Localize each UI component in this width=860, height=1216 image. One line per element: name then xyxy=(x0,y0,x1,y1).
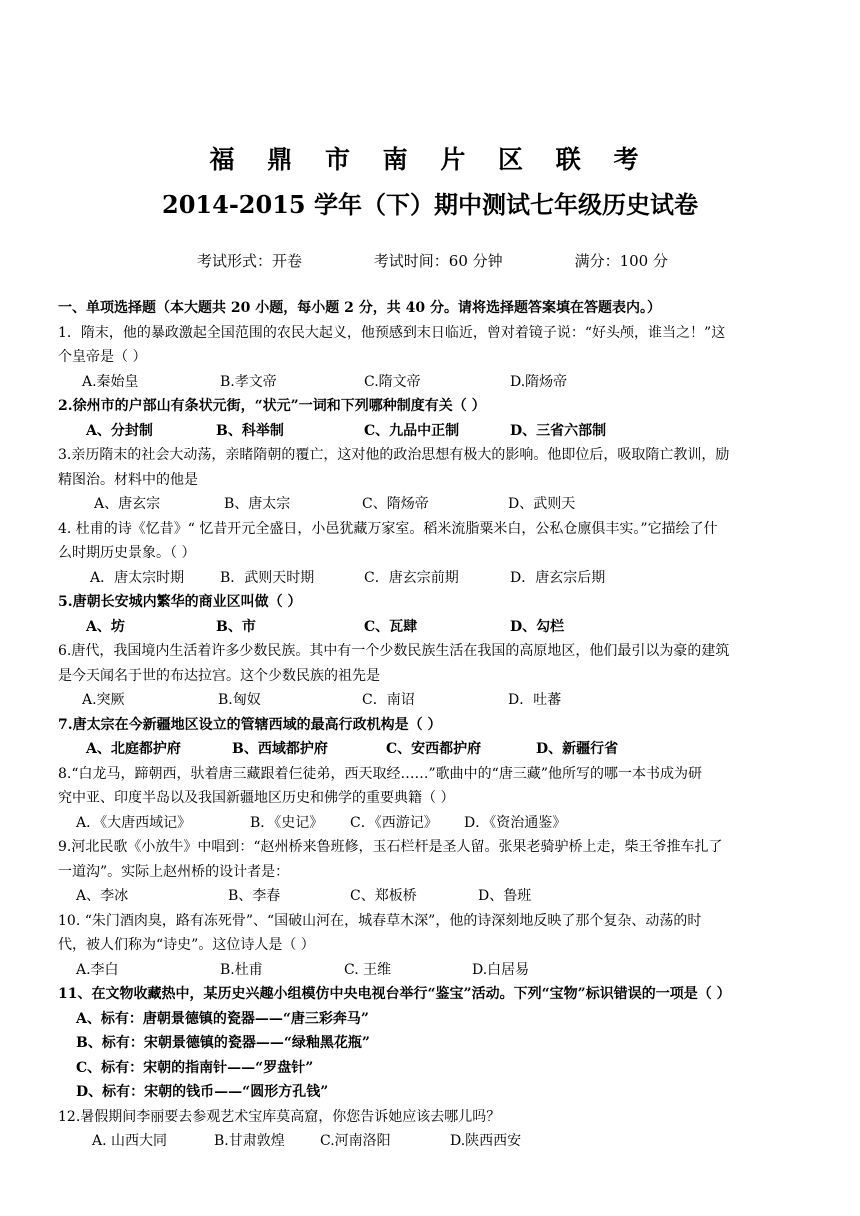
option-a: A、分封制 xyxy=(86,422,153,439)
question-10 xyxy=(58,909,808,983)
question-6 xyxy=(58,639,808,713)
question-3 xyxy=(58,443,808,517)
question-text: 2.徐州市的户部山有条状元街，“状元”一词和下列哪种制度有关（ ） xyxy=(58,398,486,414)
question-text: 8.“白龙马，蹄朝西，驮着唐三藏跟着仨徒弟，西天取经……”歌曲中的“唐三藏”他所写的哪一本书成为研 xyxy=(58,765,702,782)
question-options xyxy=(58,370,808,395)
option-c: C.河南洛阳 xyxy=(320,1133,391,1149)
question-1 xyxy=(58,321,808,395)
option-a: A. 山西大同 xyxy=(92,1133,168,1149)
question-text: 5.唐朝长安城内繁华的商业区叫做（ ） xyxy=(58,594,302,610)
option-d: D．唐玄宗后期 xyxy=(510,569,606,586)
list-item: C、标有：宋朝的指南针——“罗盘针” xyxy=(76,1059,314,1076)
question-text: 代，被人们称为“诗史”。这位诗人是（ ） xyxy=(58,937,315,953)
option-d: D、新疆行省 xyxy=(536,741,619,757)
question-text: 个皇帝是（ ） xyxy=(58,349,147,365)
question-9 xyxy=(58,835,808,909)
question-5 xyxy=(58,590,808,639)
question-text: 9.河北民歌《小放牛》中唱到：“赵州桥来鲁班修，玉石栏杆是圣人留。张果老骑驴桥上走，柴王爷推车扎了 xyxy=(58,839,723,855)
option-c: C、九品中正制 xyxy=(364,422,460,439)
exam-time: 考试时间：60 分钟 xyxy=(373,252,503,270)
question-text: 10. “朱门酒肉臭，路有冻死骨”、“国破山河在，城春草木深”，他的诗深刻地反映了那个复杂、动荡的时 xyxy=(58,912,702,929)
option-b: B、市 xyxy=(216,618,256,635)
question-text: 12.暑假期间李丽要去参观艺术宝库莫高窟，你您告诉她应该去哪儿吗？ xyxy=(58,1108,501,1125)
question-12 xyxy=(58,1105,808,1154)
option-a: A.秦始皇 xyxy=(82,373,139,390)
option-d: D.白居易 xyxy=(472,961,530,978)
question-options xyxy=(58,811,808,836)
exam-info xyxy=(197,250,668,271)
option-d: D、鲁班 xyxy=(478,888,532,904)
question-text: 么时期历史景象。（ ） xyxy=(58,545,196,561)
option-a: A．唐太宗时期 xyxy=(90,569,185,586)
option-b: B.孝文帝 xyxy=(220,373,277,390)
question-options xyxy=(58,1129,808,1154)
question-7 xyxy=(58,713,808,762)
question-text: 1．隋末，他的暴政激起全国范围的农民大起义，他预感到末日临近，曾对着镜子说：“好头颅，谁当之！”这 xyxy=(58,324,726,341)
list-item: A、标有：唐朝景德镇的瓷器——“唐三彩奔马” xyxy=(76,1010,369,1027)
option-c: C．唐玄宗前期 xyxy=(364,569,459,586)
option-b: B.杜甫 xyxy=(220,961,263,978)
exam-title: 2014-2015 学年（下）期中测试七年级历史试卷 xyxy=(162,190,698,219)
option-b: B．武则天时期 xyxy=(220,569,315,586)
question-options xyxy=(58,419,808,444)
option-d: D、三省六部制 xyxy=(510,422,607,439)
question-options xyxy=(58,884,808,909)
option-d: D．《资治通鉴》 xyxy=(464,814,567,831)
option-b: B、李春 xyxy=(228,888,281,904)
question-options xyxy=(58,688,808,713)
question-text: 6.唐代，我国境内生活着许多少数民族。其中有一个少数民族生活在我国的高原地区，他们最引以为豪的建筑 xyxy=(58,643,730,659)
option-b: B、科举制 xyxy=(216,422,284,439)
question-text: 7.唐太宗在今新疆地区设立的管辖西域的最高行政机构是（ ） xyxy=(58,716,442,733)
option-c: C、郑板桥 xyxy=(350,888,417,904)
option-c: C. 王维 xyxy=(344,961,392,978)
question-options xyxy=(58,566,808,591)
question-text: 究中亚、印度半岛以及我国新疆地区历史和佛学的重要典籍（ ） xyxy=(58,790,455,806)
option-c: C.隋文帝 xyxy=(364,373,421,390)
option-a: A、李冰 xyxy=(76,888,129,904)
question-options xyxy=(58,958,808,983)
question-options xyxy=(58,737,808,762)
option-a: A.李白 xyxy=(76,961,119,978)
question-2 xyxy=(58,394,808,443)
option-d: D、武则天 xyxy=(508,496,576,512)
question-text: 11、在文物收藏热中，某历史兴趣小组模仿中央电视台举行“鉴宝”活动。下列“宝物”标识错误的一项是（ ） xyxy=(58,986,731,1002)
exam-score: 满分：100 分 xyxy=(574,252,668,270)
option-b: B、唐太宗 xyxy=(224,496,291,512)
exam-form: 考试形式：开卷 xyxy=(197,252,303,270)
option-d: D.陕西西安 xyxy=(450,1133,522,1149)
section-heading: 一、单项选择题（本大题共 20 小题，每小题 2 分，共 40 分。请将选择题答案填在答题表内。） xyxy=(58,300,661,316)
question-8 xyxy=(58,762,808,836)
option-b: B.匈奴 xyxy=(218,692,261,708)
question-text: 是今天闻名于世的布达拉宫。这个少数民族的祖先是 xyxy=(58,667,380,684)
option-b: B．《史记》 xyxy=(250,814,324,831)
question-text: 4. 杜甫的诗《忆昔》“ 忆昔开元全盛日，小邑犹藏万家室。稻米流脂粟米白，公私仓廪俱丰实。”它描绘了什 xyxy=(58,520,718,537)
question-options xyxy=(58,492,808,517)
option-d: D、勾栏 xyxy=(510,618,565,635)
question-4 xyxy=(58,517,808,591)
question-text: 精图治。材料中的他是 xyxy=(58,471,198,488)
question-text: 3.亲历隋末的社会大动荡，亲睹隋朝的覆亡，这对他的政治思想有极大的影响。他即位后，吸取隋亡教训，励 xyxy=(58,447,730,463)
option-c: C、瓦肆 xyxy=(364,618,418,635)
list-item: B、标有：宋朝景德镇的瓷器——“绿釉黑花瓶” xyxy=(76,1035,370,1051)
exam-content xyxy=(58,296,808,1154)
option-c: C、安西都护府 xyxy=(386,741,482,757)
option-c: C．南诏 xyxy=(362,692,415,708)
option-d: D.隋炀帝 xyxy=(510,373,568,390)
option-c: C、隋炀帝 xyxy=(362,496,429,512)
question-options xyxy=(58,615,808,640)
option-a: A．《大唐西域记》 xyxy=(76,814,192,831)
option-d: D．吐蕃 xyxy=(508,692,562,708)
exam-organizer-title: 福 鼎 市 南 片 区 联 考 xyxy=(209,145,651,174)
question-text: 一道沟”。实际上赵州桥的设计者是： xyxy=(58,863,290,880)
question-11 xyxy=(58,982,808,1105)
option-a: A、坊 xyxy=(86,618,125,635)
option-a: A、唐玄宗 xyxy=(94,496,161,512)
option-b: B、西域都护府 xyxy=(232,741,328,757)
list-item: D、标有：宋朝的钱币——“圆形方孔钱” xyxy=(76,1084,329,1100)
option-c: C．《西游记》 xyxy=(350,814,438,831)
option-a: A.突厥 xyxy=(82,692,125,708)
option-b: B.甘肃敦煌 xyxy=(214,1133,285,1149)
option-a: A、北庭都护府 xyxy=(86,741,181,757)
